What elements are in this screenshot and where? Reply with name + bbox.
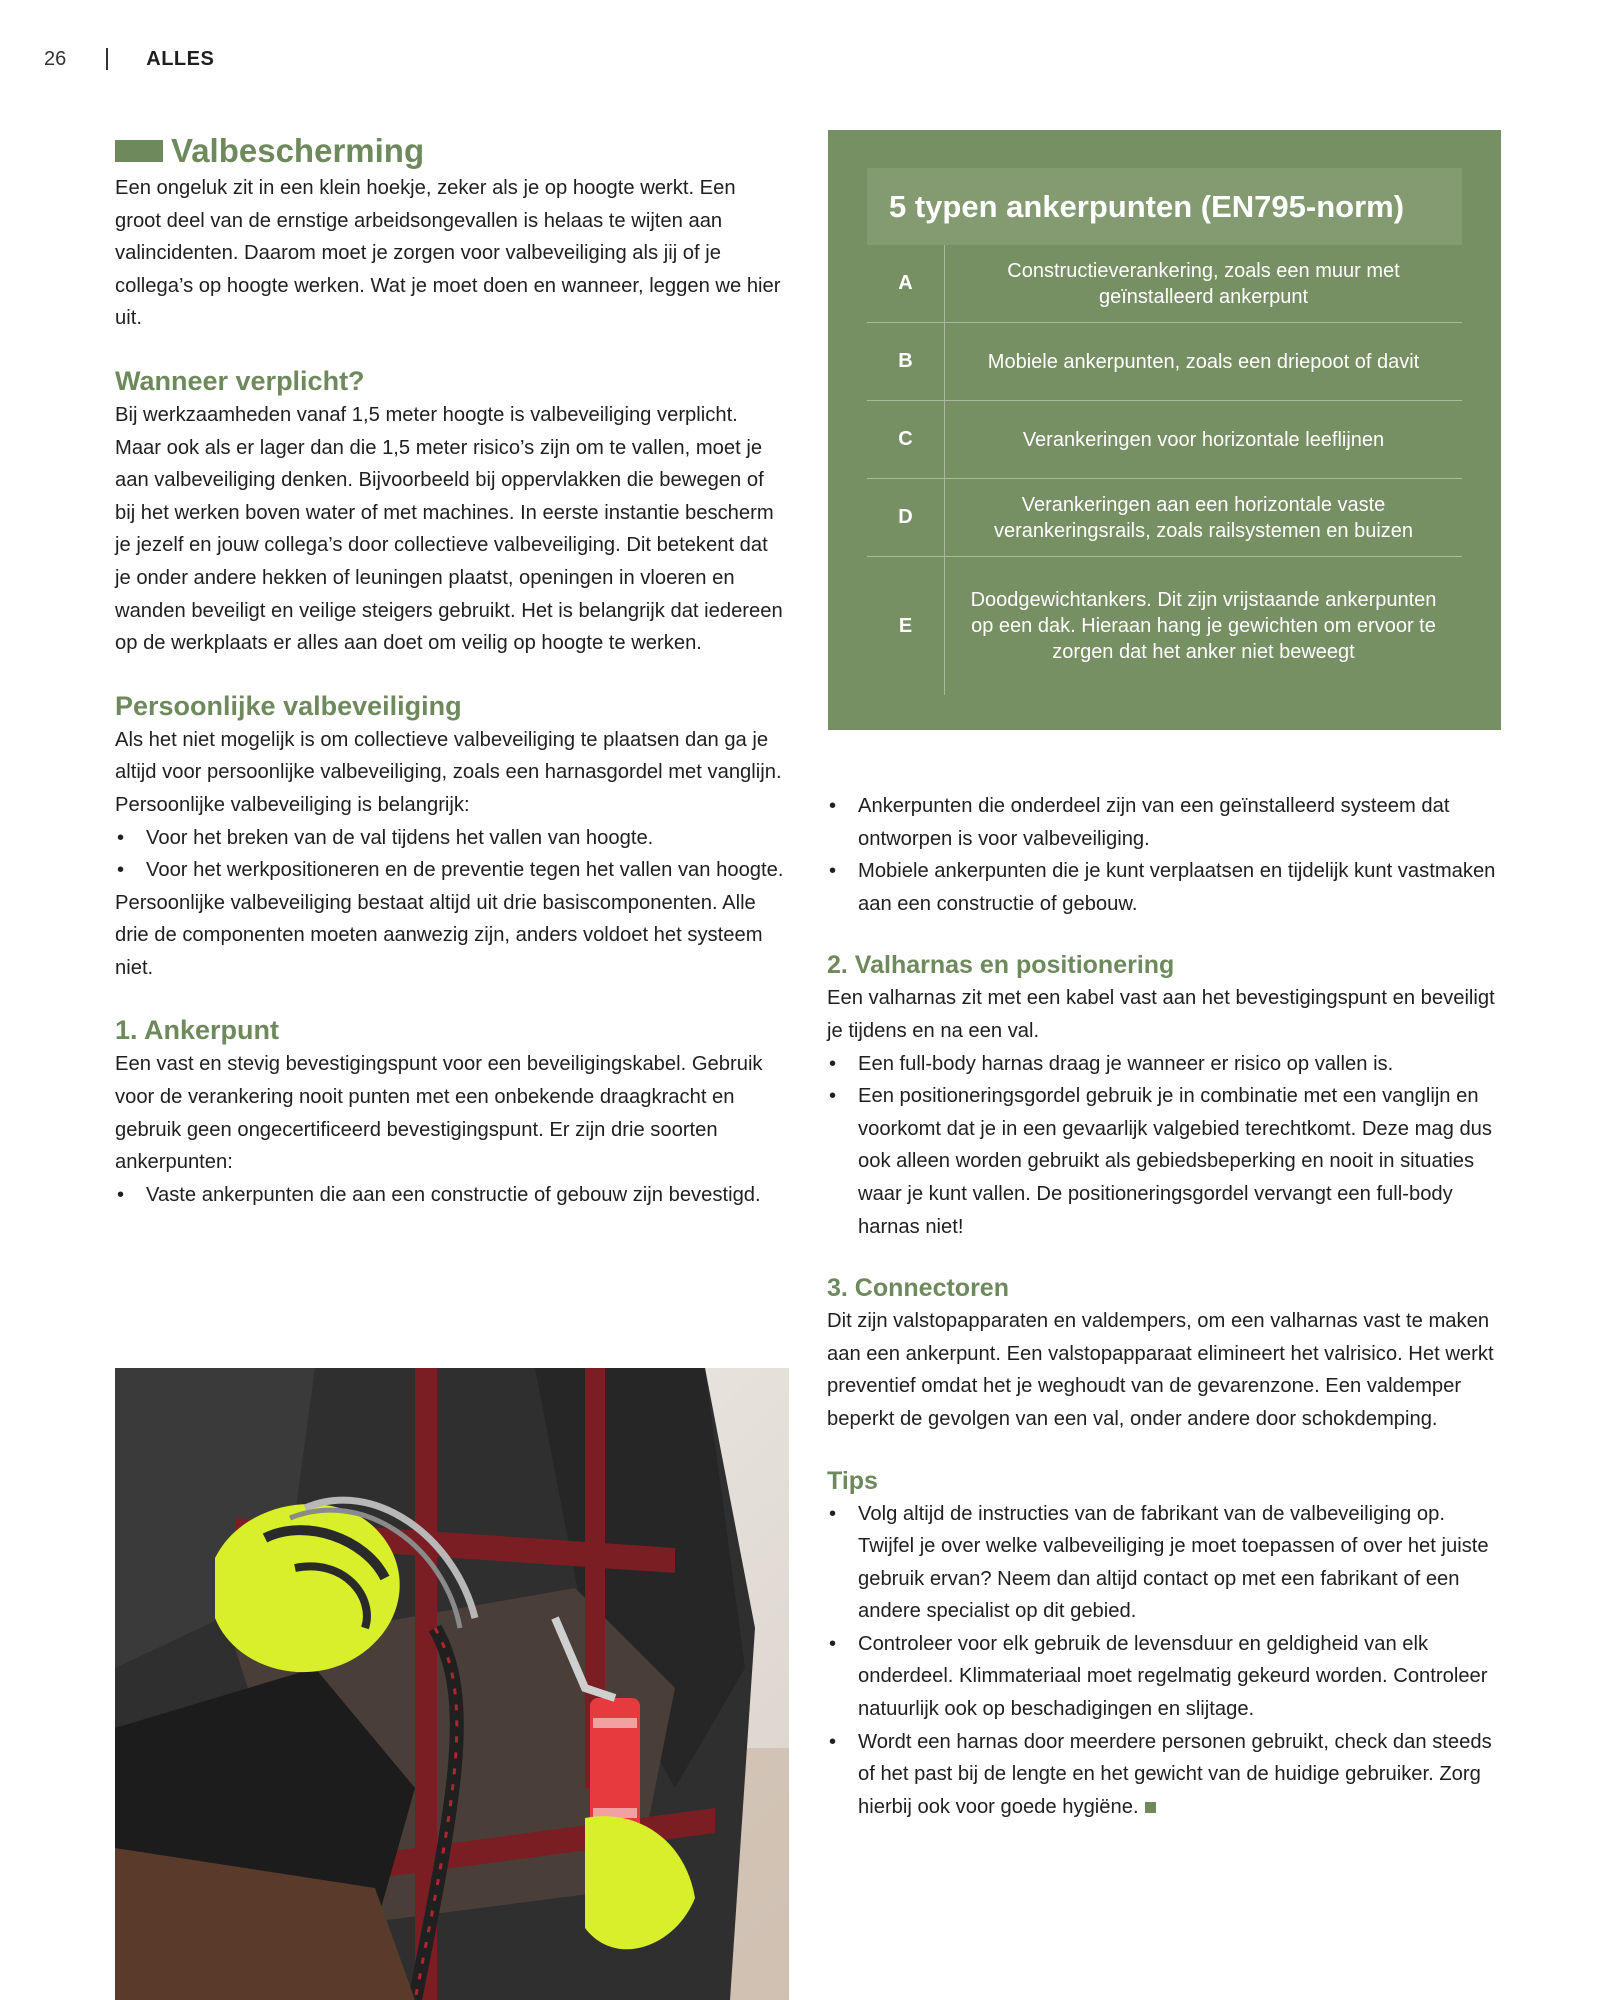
left-column	[115, 130, 785, 1211]
list-item	[827, 1726, 1502, 1824]
table-row	[867, 479, 1462, 557]
tip-text: Wordt een harnas door meerdere personen gebruikt, check dan steeds of het past bij de lengte en het gewicht van de huidige gebruiker. Zorg hierbij ook voor goede hygiëne.	[858, 1730, 1492, 1818]
row-description: Constructieverankering, zoals een muur met geïnstalleerd ankerpunt	[1007, 259, 1400, 308]
page-header	[44, 44, 214, 74]
end-mark-icon	[1145, 1802, 1156, 1813]
page-number: 26	[44, 47, 67, 70]
list-item: • Controleer voor elk gebruik de levensduur en geldigheid van elk onderdeel. Klimmateriaal moet regelmatig gekeurd worden. Controleer natuurlijk ook op beschadigingen en slijtage.	[827, 1628, 1502, 1726]
article-title-row	[115, 130, 785, 172]
table-row	[867, 401, 1462, 479]
list-item: • Een positioneringsgordel gebruik je in combinatie met een vanglijn en voorkomt dat je in een gevaarlijk valgebied terechtkomt. Deze mag dus ook alleen worden gebruikt als gebiedsbeperking en nooit in situaties waar je kunt vallen. De positioneringsgordel vervangt een full-body harnas niet!	[827, 1080, 1502, 1243]
photo-illustration	[115, 1368, 789, 2000]
heading-valharnas: 2. Valharnas en positionering	[827, 951, 1175, 980]
list-item: • Volg altijd de instructies van de fabrikant van de valbeveiliging op. Twijfel je over welke valbeveiliging je moet toepassen of over het juiste gebruik ervan? Neem dan altijd contact op met een fabrikant of een andere specialist op dit gebied.	[827, 1498, 1502, 1628]
table-row	[867, 557, 1462, 695]
worker-harness-photo	[115, 1368, 789, 2000]
article-title: Valbescherming	[171, 132, 425, 169]
table-row	[867, 323, 1462, 401]
heading-ankerpunt: 1. Ankerpunt	[115, 1015, 280, 1046]
paragraph-persoonlijke-1: Als het niet mogelijk is om collectieve valbeveiliging te plaatsen dan ga je altijd voor persoonlijke valbeveiliging, zoals een harnasgordel met vanglijn. Persoonlijke valbeveiliging is belangrijk:	[115, 728, 782, 816]
row-letter: A	[867, 245, 945, 322]
box-title: 5 typen ankerpunten (EN795-norm)	[867, 168, 1462, 245]
paragraph-connectoren: Dit zijn valstopapparaten en valdempers, om een valharnas vast te maken aan een ankerpunt. Een valstopapparaat elimineert het valrisico. Het werkt preventief omdat het je weghoudt van de gevarenzone. Een valdemper beperkt de gevolgen van een val, onder andere door schokdemping.	[827, 1310, 1494, 1430]
row-letter: B	[867, 323, 945, 400]
list-item: • Voor het breken van de val tijdens het vallen van hoogte.	[115, 822, 785, 855]
list-item: • Mobiele ankerpunten die je kunt verplaatsen en tijdelijk kunt vastmaken aan een constructie of gebouw.	[827, 855, 1502, 920]
section-title: ALLES	[146, 47, 215, 70]
title-marker	[115, 140, 163, 162]
anchor-types-table	[867, 245, 1462, 695]
heading-persoonlijke-valbeveiliging: Persoonlijke valbeveiliging	[115, 690, 462, 721]
row-description: Doodgewichtankers. Dit zijn vrijstaande ankerpunten op een dak. Hieraan hang je gewichten om ervoor te zorgen dat het anker niet beweegt	[970, 589, 1437, 663]
row-letter: D	[867, 479, 945, 556]
header-divider	[106, 48, 108, 70]
paragraph-ankerpunt: Een vast en stevig bevestigingspunt voor een beveiligingskabel. Gebruik voor de verankering nooit punten met een onbekende draagkracht en gebruik geen ongecertificeerd bevestigingspunt. Er zijn drie soorten ankerpunten:	[115, 1053, 763, 1174]
heading-connectoren: 3. Connectoren	[827, 1274, 1009, 1303]
list-item: • Een full-body harnas draag je wanneer er risico op vallen is.	[827, 1048, 1502, 1081]
list-item: • Ankerpunten die onderdeel zijn van een geïnstalleerd systeem dat ontworpen is voor valbeveiliging.	[827, 790, 1502, 855]
paragraph-wanneer-verplicht: Bij werkzaamheden vanaf 1,5 meter hoogte is valbeveiliging verplicht. Maar ook als er lager dan die 1,5 meter risico’s zijn om te vallen, moet je aan valbeveiliging denken. Bijvoorbeeld bij oppervlakken die bewegen of bij het werken boven water of met machines. In eerste instantie bescherm je jezelf en jouw collega’s door collectieve valbeveiliging. Dit betekent dat je onder andere hekken of leuningen plaatst, openingen in vloeren en wanden beveiligt en veilige steigers gebruikt. Het is belangrijk dat iedereen op de werkplaats er alles aan doet om veilig op hoogte te werken.	[115, 403, 783, 655]
paragraph-valharnas: Een valharnas zit met een kabel vast aan het bevestigingspunt en beveiligt je tijdens en na een val.	[827, 987, 1495, 1042]
row-letter: C	[867, 401, 945, 478]
table-row	[867, 245, 1462, 323]
paragraph-persoonlijke-2: Persoonlijke valbeveiliging bestaat altijd uit drie basiscomponenten. Alle drie de componenten moeten aanwezig zijn, anders voldoet het systeem niet.	[115, 891, 763, 979]
row-description: Verankeringen voor horizontale leeflijnen	[1022, 428, 1385, 451]
bullet-list-ankerpunt-cont	[827, 790, 1502, 920]
row-description: Mobiele ankerpunten, zoals een driepoot of davit	[987, 350, 1420, 373]
list-item: • Voor het werkpositioneren en de preventie tegen het vallen van hoogte.	[115, 854, 785, 887]
bullet-list-valharnas	[827, 1048, 1502, 1244]
row-letter: E	[867, 557, 945, 695]
anchor-types-box	[828, 130, 1501, 730]
heading-tips: Tips	[827, 1466, 878, 1495]
heading-wanneer-verplicht: Wanneer verplicht?	[115, 365, 365, 396]
right-column	[827, 790, 1502, 1823]
list-item: • Vaste ankerpunten die aan een constructie of gebouw zijn bevestigd.	[115, 1179, 785, 1212]
bullet-list-persoonlijke	[115, 822, 785, 887]
row-description: Verankeringen aan een horizontale vaste verankeringsrails, zoals railsystemen en buizen	[993, 493, 1414, 542]
intro-paragraph: Een ongeluk zit in een klein hoekje, zeker als je op hoogte werkt. Een groot deel van de ernstige arbeidsongevallen is helaas te wijten aan valincidenten. Daarom moet je zorgen voor valbeveiliging als jij of je collega’s op hoogte werken. Wat je moet doen en wanneer, leggen we hier uit.	[115, 177, 781, 330]
bullet-list-ankerpunt	[115, 1179, 785, 1212]
bullet-list-tips	[827, 1498, 1502, 1824]
